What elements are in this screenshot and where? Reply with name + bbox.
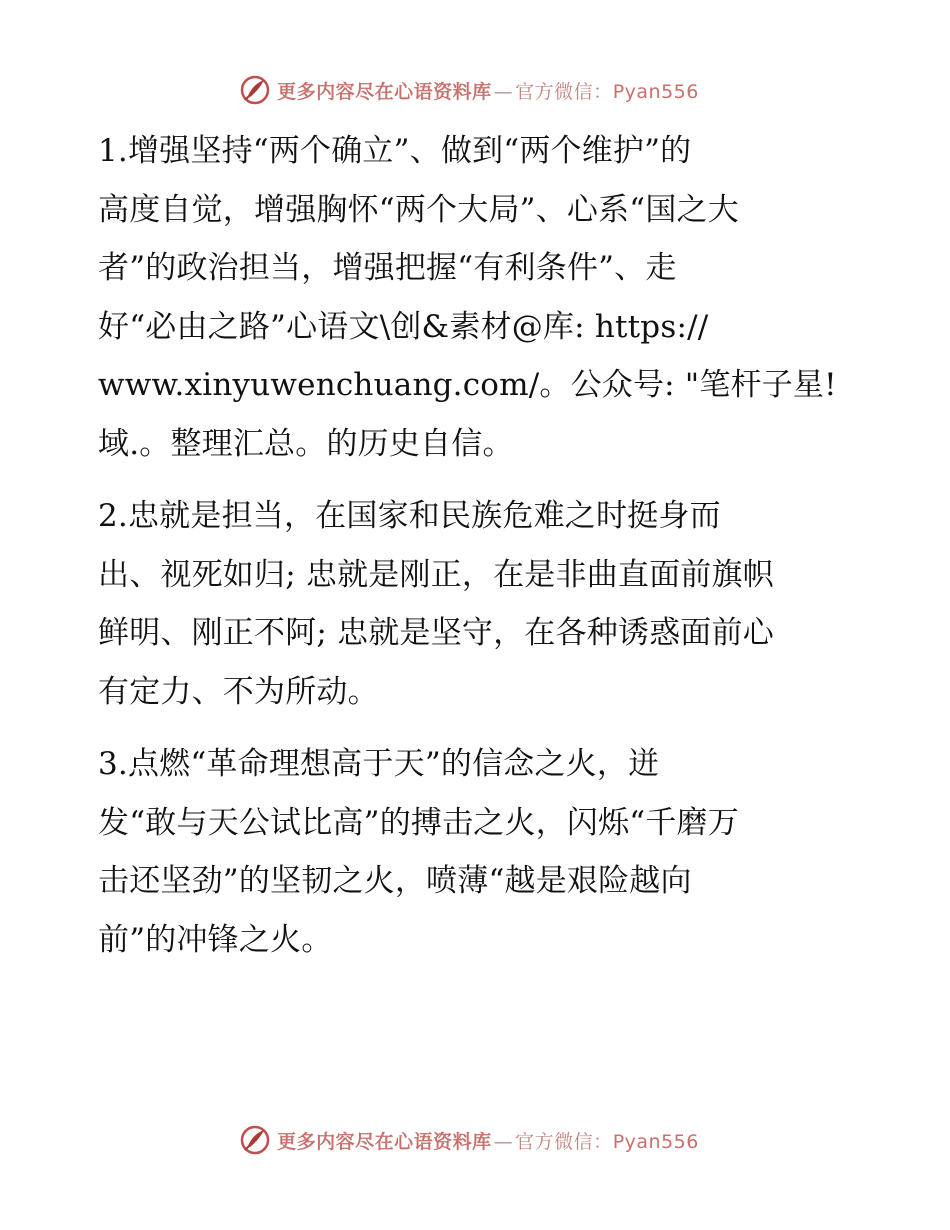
paragraph-3	[98, 735, 858, 969]
paragraph-2	[98, 487, 858, 721]
text-line: 击还坚劲”的坚韧之火，喷薄“越是艰险越向	[98, 863, 692, 899]
watermark-main-text: 更多内容尽在心语资料库	[277, 1130, 492, 1153]
text-line: www.xinyuwenchuang.com/。公众号: "笔杆子星!	[98, 367, 837, 403]
paragraph-1	[98, 122, 858, 473]
text-line: 发“敢与天公试比高”的搏击之火，闪烁“千磨万	[98, 804, 739, 841]
text-line: 2.忠就是担当，在国家和民族危难之时挺身而	[98, 498, 721, 534]
watermark-separator: —	[493, 80, 514, 103]
text-line: 出、视死如归; 忠就是刚正，在是非曲直面前旗帜	[98, 556, 774, 593]
watermark-wechat-id: Pyan556	[612, 1130, 699, 1153]
watermark-wechat-label: 官方微信：	[515, 1130, 613, 1153]
text-line: 高度自觉，增强胸怀“两个大局”、心系“国之大	[98, 191, 739, 228]
watermark-wechat-id: Pyan556	[612, 80, 699, 103]
watermark-text	[277, 77, 699, 104]
watermark-wechat-label: 官方微信：	[515, 80, 613, 103]
quill-pen-logo-icon	[239, 1124, 271, 1156]
document-body	[98, 122, 858, 969]
quill-pen-logo-icon	[239, 74, 271, 106]
text-line: 前”的冲锋之火。	[98, 921, 333, 958]
watermark-separator: —	[493, 1130, 514, 1153]
footer-watermark-content	[239, 1124, 699, 1156]
text-line: 有定力、不为所动。	[98, 673, 379, 710]
watermark-text	[277, 1127, 699, 1154]
header-watermark	[0, 70, 950, 110]
watermark-main-text: 更多内容尽在心语资料库	[277, 80, 492, 103]
text-line: 1.增强坚持“两个确立”、做到“两个维护”的	[98, 133, 692, 169]
text-line: 域.。整理汇总。的历史自信。	[98, 425, 514, 462]
text-line: 好“必由之路”心语文\创&素材@库: https://	[98, 308, 709, 345]
text-line: 鲜明、刚正不阿; 忠就是坚守，在各种诱惑面前心	[98, 615, 774, 651]
footer-watermark	[0, 1120, 950, 1160]
text-line: 3.点燃“革命理想高于天”的信念之火，迸	[98, 746, 660, 782]
text-line: 者”的政治担当，增强把握“有利条件”、走	[98, 250, 677, 286]
header-watermark-content	[239, 74, 699, 106]
